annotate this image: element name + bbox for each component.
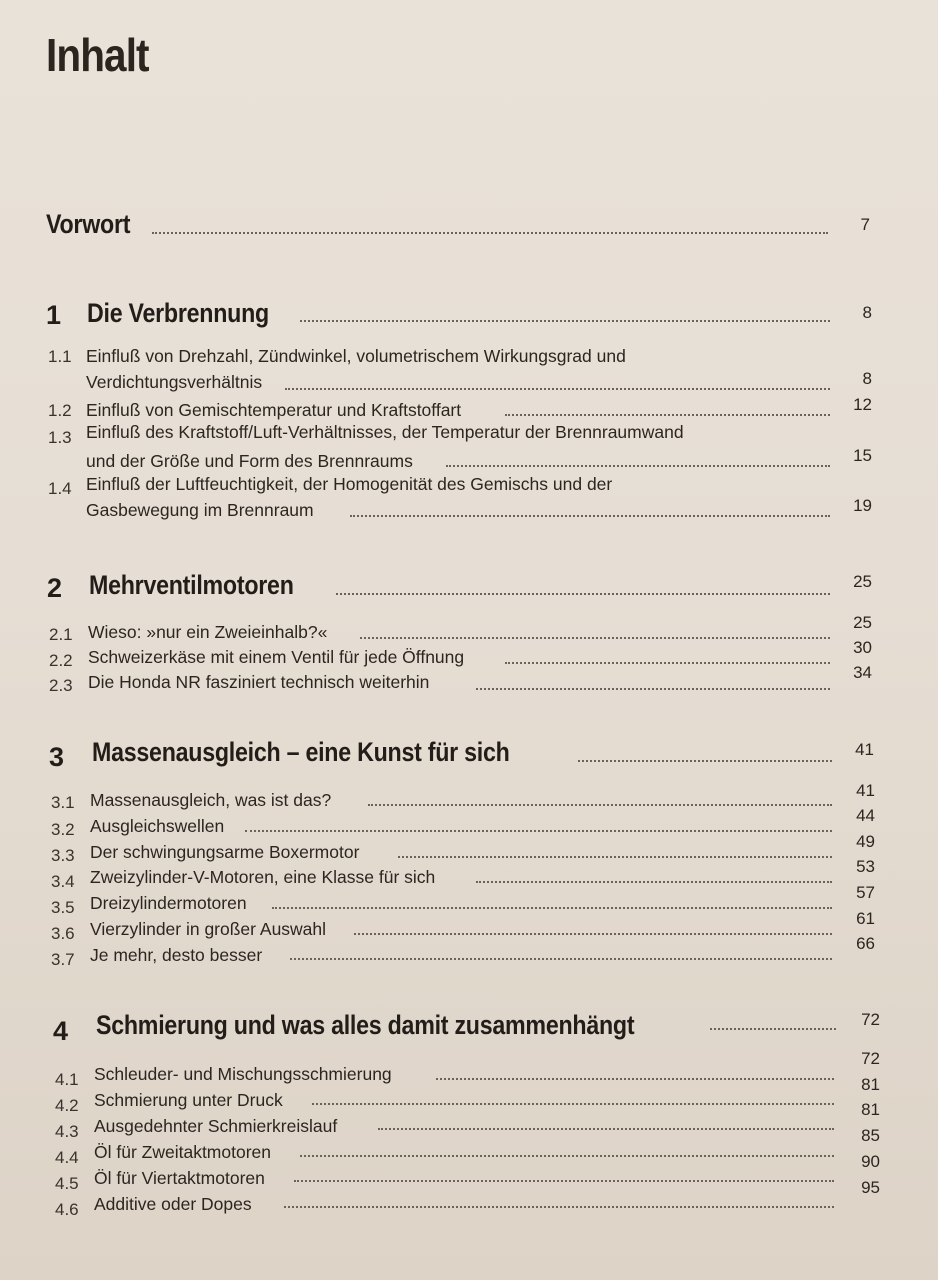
dot-leader (272, 907, 832, 909)
page-number: 8 (862, 303, 872, 322)
dot-leader (284, 1206, 834, 1208)
section-title: Der schwingungsarme Boxermotor (90, 842, 360, 862)
page-number: 34 (853, 663, 872, 682)
chapter-title: Die Verbrennung (87, 298, 269, 328)
page-number: 41 (856, 781, 875, 800)
page-number: 49 (856, 832, 875, 851)
page-number: 41 (855, 740, 874, 759)
dot-leader (290, 958, 832, 960)
section-title: Schweizerkäse mit einem Ventil für jede Öffnung (88, 647, 465, 667)
section-title: Einfluß von Drehzahl, Zündwinkel, volumetrischem Wirkungsgrad und (86, 346, 626, 366)
page-number: 7 (860, 215, 870, 234)
section-title-cont: Verdichtungsverhältnis (86, 372, 263, 392)
section-number: 1.3 (48, 428, 72, 447)
section-title: Ausgedehnter Schmierkreislauf (94, 1116, 338, 1136)
page-number: 95 (861, 1178, 880, 1197)
dot-leader (378, 1128, 834, 1130)
page-number: 81 (861, 1100, 880, 1119)
page-number: 44 (856, 806, 875, 825)
section-title-cont: und der Größe und Form des Brennraums (86, 451, 413, 471)
dot-leader (436, 1078, 834, 1080)
section-title: Öl für Zweitaktmotoren (94, 1142, 271, 1162)
section-number: 4.4 (55, 1148, 79, 1167)
section-number: 1.2 (48, 401, 72, 420)
chapter-number: 2 (47, 573, 63, 603)
page-title: Inhalt (46, 29, 149, 81)
section-title: Dreizylindermotoren (90, 893, 247, 913)
section-number: 3.2 (51, 820, 75, 839)
section-number: 3.4 (51, 872, 75, 891)
section-title: Einfluß der Luftfeuchtigkeit, der Homogenität des Gemischs und der (86, 474, 613, 494)
section-title: Additive oder Dopes (94, 1194, 252, 1214)
section-number: 4.6 (55, 1200, 79, 1219)
section-title-cont: Gasbewegung im Brennraum (86, 500, 314, 520)
chapter-number: 3 (49, 742, 65, 772)
section-number: 3.5 (51, 898, 75, 917)
section-title: Je mehr, desto besser (90, 945, 263, 965)
section-title: Schmierung unter Druck (94, 1090, 283, 1110)
chapter-title: Massenausgleich – eine Kunst für sich (92, 737, 510, 767)
page-number: 85 (861, 1126, 880, 1145)
dot-leader (505, 414, 830, 416)
dot-leader (476, 881, 832, 883)
section-number: 3.1 (51, 793, 75, 812)
dot-leader (350, 515, 830, 517)
section-title: Zweizylinder-V-Motoren, eine Klasse für sich (90, 867, 436, 887)
section-number: 3.3 (51, 846, 75, 865)
page-number: 30 (853, 638, 872, 657)
section-title: Die Honda NR fasziniert technisch weiterhin (88, 672, 430, 692)
section-number: 2.3 (49, 676, 73, 695)
page-number: 72 (861, 1049, 880, 1068)
page-number: 61 (856, 909, 875, 928)
section-title: Vierzylinder in großer Auswahl (90, 919, 327, 939)
page-number: 72 (861, 1010, 880, 1029)
page-number: 66 (856, 934, 875, 953)
dot-leader (360, 637, 830, 639)
page-number: 53 (856, 857, 875, 876)
section-title: Einfluß von Gemischtemperatur und Kraftstoffart (86, 400, 462, 420)
section-number: 2.2 (49, 651, 73, 670)
section-title: Schleuder- und Mischungsschmierung (94, 1064, 392, 1084)
dot-leader (710, 1028, 836, 1030)
section-number: 1.4 (48, 479, 72, 498)
page-number: 19 (853, 496, 872, 515)
page-number: 25 (853, 572, 872, 591)
dot-leader (336, 593, 830, 595)
section-number: 1.1 (48, 347, 72, 366)
section-title: Öl für Viertaktmotoren (94, 1168, 265, 1188)
section-number: 4.1 (55, 1070, 79, 1089)
page-number: 81 (861, 1075, 880, 1094)
dot-leader (578, 760, 832, 762)
dot-leader (368, 804, 832, 806)
dot-leader (476, 688, 830, 690)
section-number: 4.5 (55, 1174, 79, 1193)
dot-leader (294, 1180, 834, 1182)
section-title: Massenausgleich, was ist das? (90, 790, 332, 810)
section-title: Ausgleichswellen (90, 816, 225, 836)
dot-leader (152, 232, 828, 234)
section-number: 2.1 (49, 625, 73, 644)
vorwort-label: Vorwort (46, 209, 131, 239)
dot-leader (354, 933, 832, 935)
dot-leader (505, 662, 830, 664)
section-number: 4.3 (55, 1122, 79, 1141)
section-number: 4.2 (55, 1096, 79, 1115)
chapter-number: 1 (46, 300, 62, 330)
section-number: 3.7 (51, 950, 75, 969)
chapter-title: Schmierung und was alles damit zusammenhängt (96, 1010, 635, 1040)
dot-leader (312, 1103, 834, 1105)
page-number: 12 (853, 395, 872, 414)
dot-leader (285, 388, 830, 390)
section-title: Einfluß des Kraftstoff/Luft-Verhältnisses, der Temperatur der Brennraumwand (86, 422, 684, 442)
dot-leader (398, 856, 832, 858)
dot-leader (446, 465, 830, 467)
page-number: 25 (853, 613, 872, 632)
dot-leader (245, 830, 832, 832)
section-title: Wieso: »nur ein Zweieinhalb?« (88, 622, 328, 642)
page-number: 90 (861, 1152, 880, 1171)
dot-leader (300, 320, 830, 322)
chapter-title: Mehrventilmotoren (89, 570, 294, 600)
section-number: 3.6 (51, 924, 75, 943)
dot-leader (300, 1155, 834, 1157)
page-number: 8 (862, 369, 872, 388)
page-number: 15 (853, 446, 872, 465)
chapter-number: 4 (53, 1016, 69, 1046)
page-number: 57 (856, 883, 875, 902)
